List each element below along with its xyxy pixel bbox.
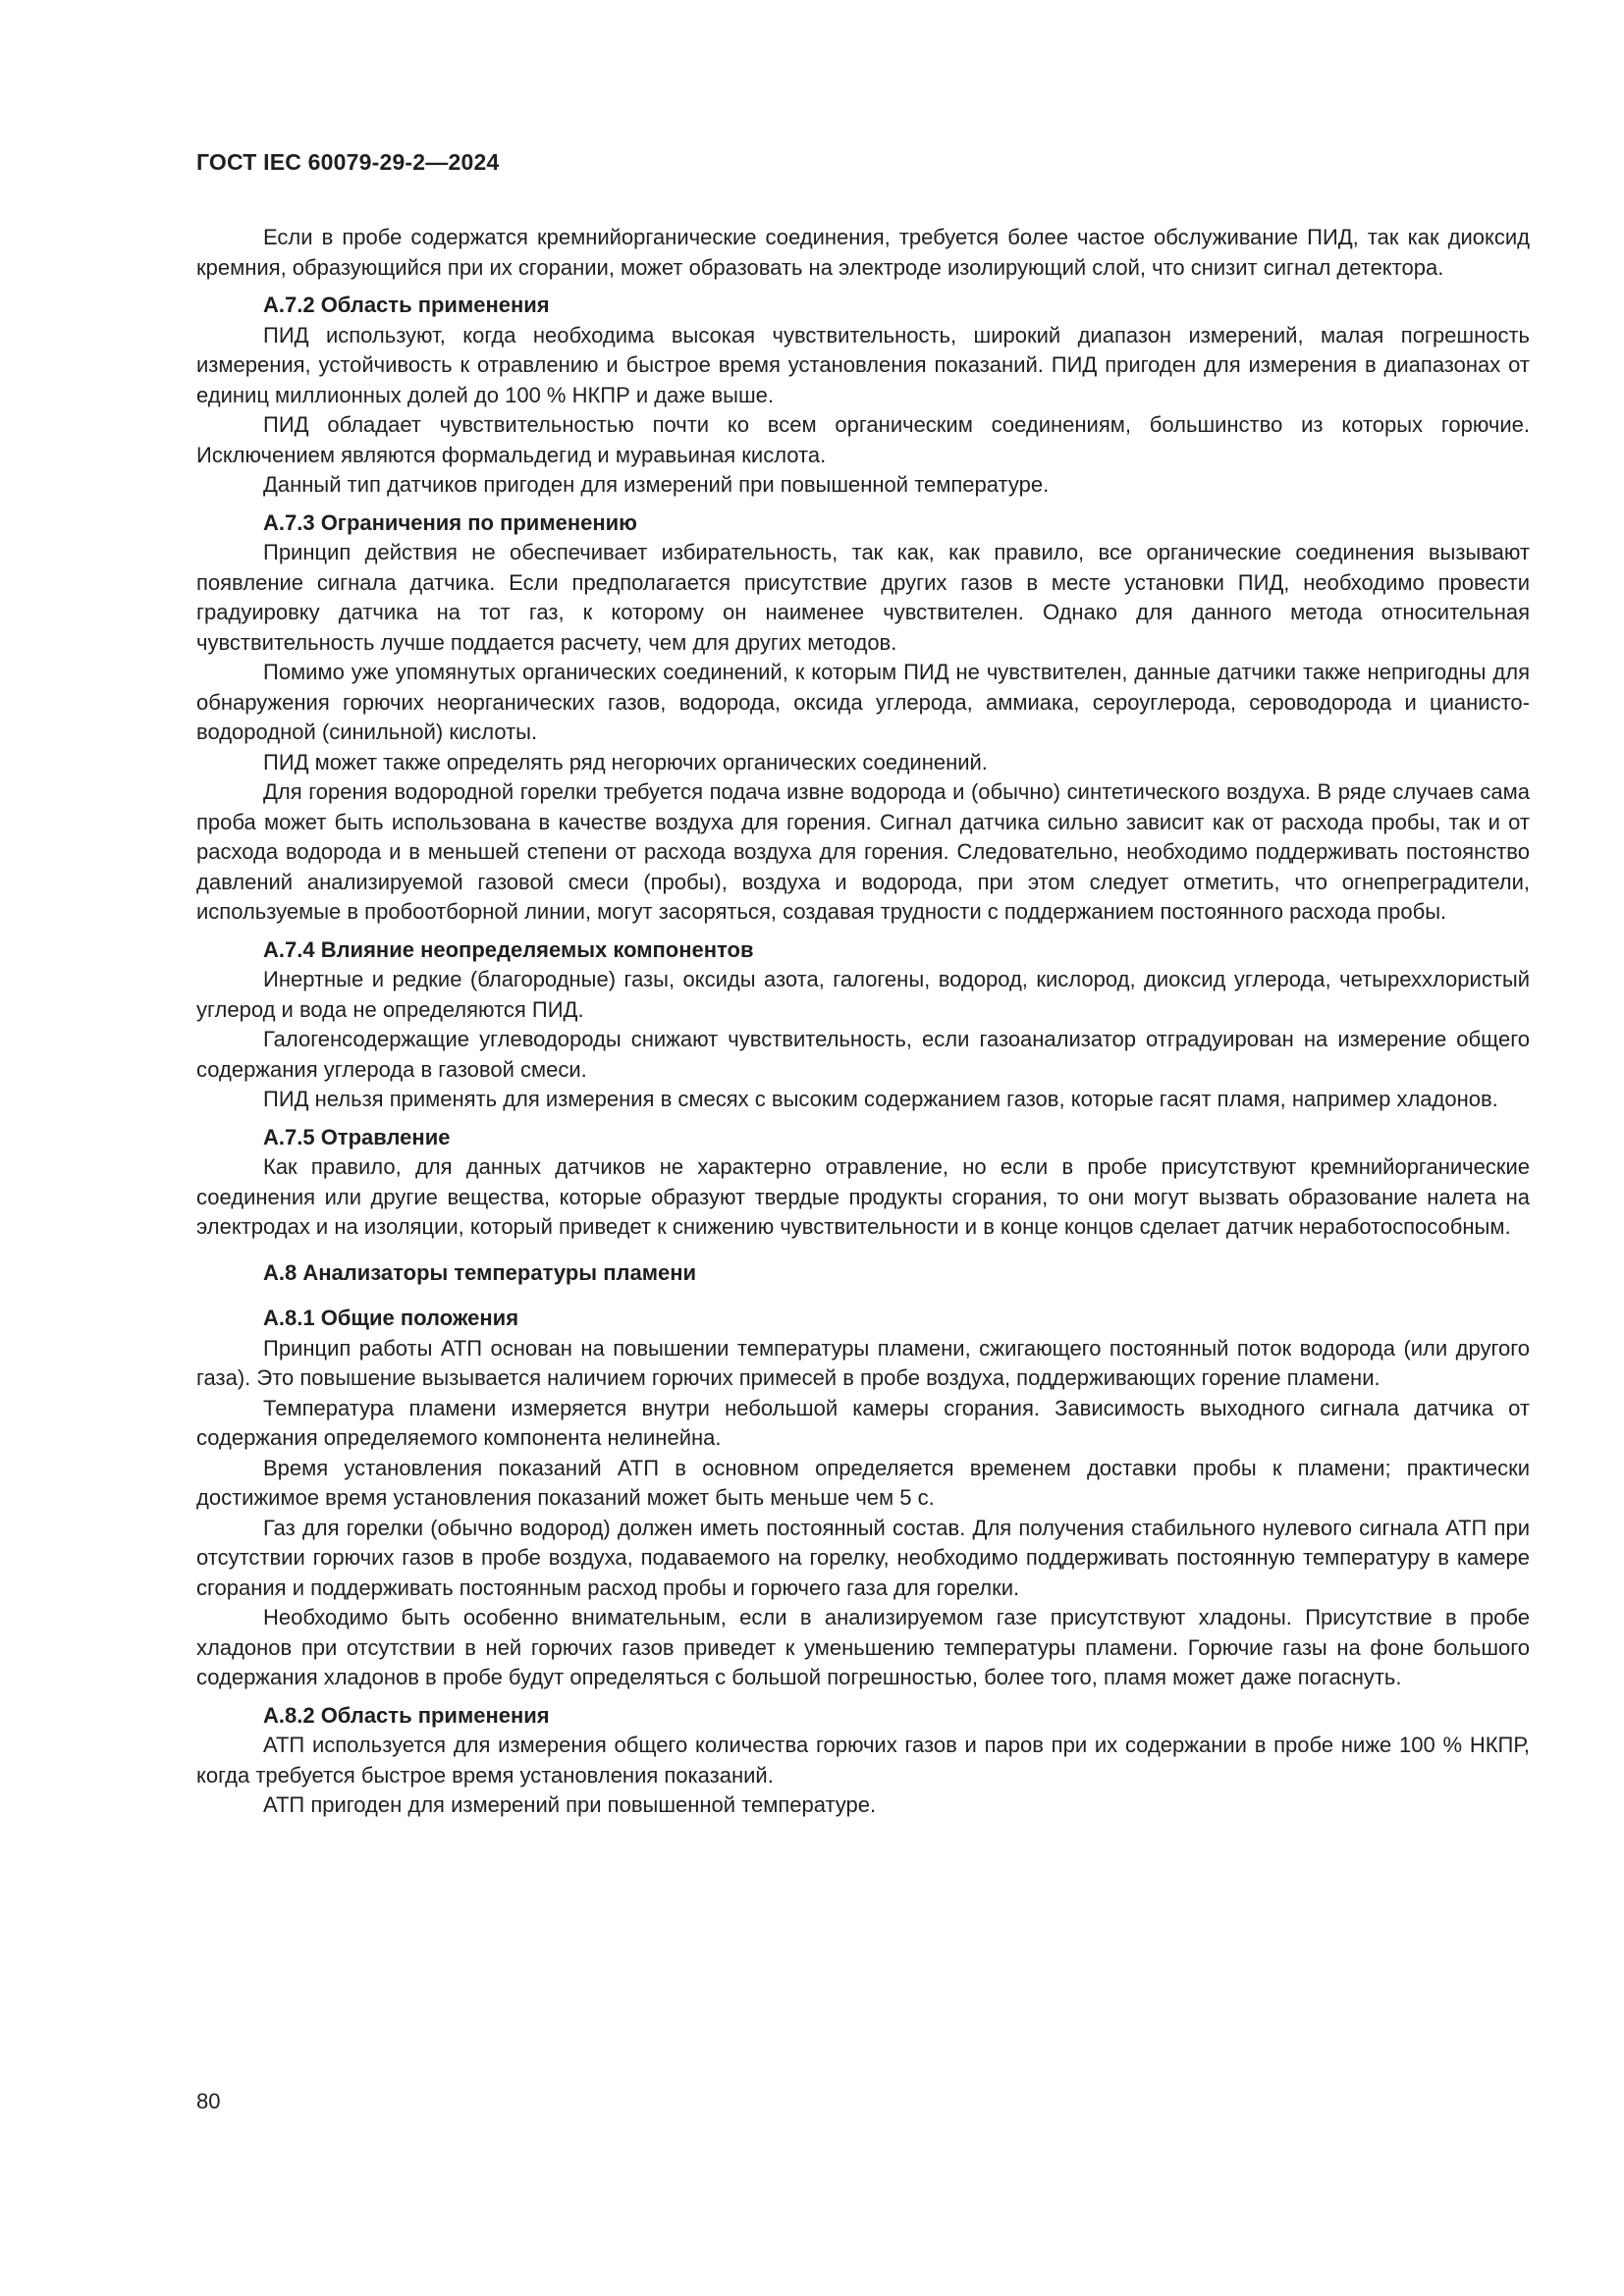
section-heading-a73: А.7.3 Ограничения по применению [263, 509, 637, 535]
section-heading-a75: А.7.5 Отравление [263, 1124, 451, 1149]
document-header-code: ГОСТ IEC 60079-29-2—2024 [196, 149, 500, 175]
section-heading-a82: А.8.2 Область применения [263, 1702, 550, 1728]
paragraph: Необходимо быть особенно внимательным, если в анализируемом газе присутствуют хладоны. Присутствие в пробе хладонов при отсутствии в ней горючих газов приведет к уменьшению температуры пламени. Горючие газы на фоне большого содержания хладонов в пробе будут определяться с большой погрешностью, более того, пламя может даже погаснуть. [196, 1605, 1530, 1689]
paragraph: ПИД используют, когда необходима высокая чувствительность, широкий диапазон измерений, малая погрешность измерения, устойчивость к отравлению и быстрое время установления показаний. ПИД пригоден для измерения в диапазонах от единиц миллионных долей до 100 % НКПР и даже выше. [196, 322, 1530, 407]
section-heading-a8: А.8 Анализаторы температуры пламени [263, 1259, 697, 1285]
paragraph: Как правило, для данных датчиков не характерно отравление, но если в пробе присутствуют кремнийорганические соединения или другие вещества, которые образуют твердые продукты сгорания, то они могут вызвать образование налета на электродах и на изоляции, который приведет к снижению чувствительности и в конце концов сделает датчик неработоспособным. [196, 1154, 1530, 1239]
document-body [196, 223, 1530, 1821]
paragraph: Принцип работы АТП основан на повышении температуры пламени, сжигающего постоянный поток водорода (или другого газа). Это повышение вызывается наличием горючих примесей в пробе воздуха, поддерживающих горение пламени. [196, 1335, 1530, 1390]
paragraph: Инертные и редкие (благородные) газы, оксиды азота, галогены, водород, кислород, диоксид углерода, четыреххлористый углерод и вода не определяются ПИД. [196, 967, 1530, 1022]
paragraph: Газ для горелки (обычно водород) должен иметь постоянный состав. Для получения стабильного нулевого сигнала АТП при отсутствии горючих газов в пробе воздуха, подаваемого на горелку, необходимо поддерживать постоянную температуру в камере сгорания и поддерживать постоянным расход пробы и горючего газа для горелки. [196, 1515, 1530, 1600]
paragraph: Галогенсодержащие углеводороды снижают чувствительность, если газоанализатор отградуирован на измерение общего содержания углерода в газовой смеси. [196, 1027, 1530, 1082]
paragraph: ПИД может также определять ряд негорючих органических соединений. [263, 749, 988, 774]
paragraph: Данный тип датчиков пригоден для измерений при повышенной температуре. [263, 472, 1050, 497]
paragraph: Помимо уже упомянутых органических соединений, к которым ПИД не чувствителен, данные датчики также непригодны для обнаружения горючих неорганических газов, водорода, оксида углерода, аммиака, сероуглерода, сероводорода и цианисто-водородной (синильной) кислоты. [196, 660, 1530, 744]
paragraph: ПИД нельзя применять для измерения в смесях с высоким содержанием газов, которые гасят пламя, например хладонов. [263, 1087, 1498, 1111]
section-heading-a72: А.7.2 Область применения [263, 293, 550, 317]
paragraph: Принцип действия не обеспечивает избирательность, так как, как правило, все органические соединения вызывают появление сигнала датчика. Если предполагается присутствие других газов в месте установки ПИД, необходимо провести градуировку датчика на тот газ, к которому он наименее чувствителен. Однако для данного метода относительная чувствительность лучше поддается расчету, чем для других методов. [196, 540, 1530, 655]
section-heading-a74: А.7.4 Влияние неопределяемых компонентов [263, 936, 754, 962]
page-number: 80 [196, 2089, 221, 2113]
paragraph: АТП используется для измерения общего количества горючих газов и паров при их содержании в пробе ниже 100 % НКПР, когда требуется быстрое время установления показаний. [196, 1733, 1530, 1788]
paragraph: ПИД обладает чувствительностью почти ко всем органическим соединениям, большинство из которых горючие. Исключением являются формальдегид и муравьиная кислота. [196, 412, 1530, 467]
paragraph: Если в пробе содержатся кремнийорганические соединения, требуется более частое обслуживание ПИД, так как диоксид кремния, образующийся при их сгорании, может образовать на электроде изолирующий слой, что снизит сигнал детектора. [196, 225, 1530, 280]
paragraph: Время установления показаний АТП в основном определяется временем доставки пробы к пламени; практически достижимое время установления показаний может быть меньше чем 5 с. [196, 1455, 1530, 1510]
paragraph: Температура пламени измеряется внутри небольшой камеры сгорания. Зависимость выходного сигнала датчика от содержания определяемого компонента нелинейна. [196, 1395, 1530, 1450]
paragraph: АТП пригоден для измерений при повышенной температуре. [263, 1792, 877, 1817]
section-heading-a81: А.8.1 Общие положения [263, 1306, 519, 1330]
paragraph: Для горения водородной горелки требуется подача извне водорода и (обычно) синтетического воздуха. В ряде случаев сама проба может быть использована в качестве воздуха для горения. Сигнал датчика сильно зависит как от расхода пробы, так и от расхода водорода и в меньшей степени от расхода воздуха для горения. Следовательно, необходимо поддерживать постоянство давлений анализируемой газовой смеси (пробы), воздуха и водорода, при этом следует отметить, что огнепреградители, используемые в пробоотборной линии, могут засоряться, создавая трудности с поддержанием постоянного расхода пробы. [196, 779, 1530, 924]
